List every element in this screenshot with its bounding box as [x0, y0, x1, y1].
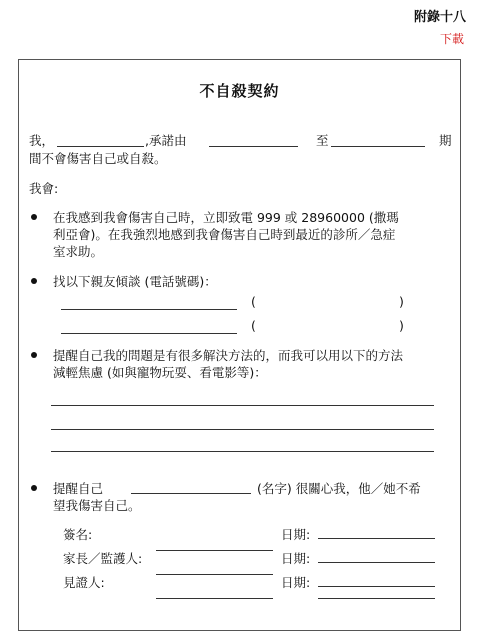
contract-form [18, 59, 461, 631]
item4-line2: 望我傷害自己。 [53, 498, 141, 513]
intro-promise: ,承諾由 [145, 133, 187, 148]
intro-me: 我， [29, 133, 55, 148]
item1-line3: 室求助。 [53, 244, 104, 259]
paren-close: ) [399, 294, 404, 309]
method-field-2[interactable] [51, 429, 434, 430]
witness-signature-field[interactable] [156, 574, 273, 575]
item1-line2: 利亞會)。在我強烈地感到我會傷害自己時到最近的診所／急症 [53, 227, 396, 242]
name-field[interactable] [57, 146, 144, 147]
method-field-3[interactable] [51, 451, 434, 452]
paren-open: ( [251, 318, 256, 333]
date-label: 日期: [281, 527, 311, 542]
sign-date-field[interactable] [318, 538, 435, 539]
item3-line2: 減輕焦慮 (如與寵物玩耍、看電影等)： [53, 365, 267, 380]
method-field-1[interactable] [51, 405, 434, 406]
contact-name-field-1[interactable] [61, 309, 237, 310]
item2-line1: 找以下親友傾談 (電話號碼)： [53, 274, 217, 289]
bullet-icon [31, 214, 37, 220]
paren-open: ( [251, 294, 256, 309]
bullet-icon [31, 485, 37, 491]
parent-label: 家長／監護人: [63, 551, 143, 566]
download-link[interactable]: 下載 [439, 32, 464, 46]
date-label: 日期: [281, 575, 311, 590]
parent-date-field[interactable] [318, 562, 435, 563]
bullet-icon [31, 278, 37, 284]
item4-text-a: 提醒自己 [53, 481, 104, 496]
parent-signature-field[interactable] [156, 550, 273, 551]
item1-line1: 在我感到我會傷害自己時，立即致電 999 或 28960000 (撒瑪 [53, 210, 399, 225]
contract-title: 不自殺契約 [199, 82, 280, 100]
end-date-field[interactable] [331, 146, 425, 147]
bullet-icon [31, 352, 37, 358]
witness-extra-date-line[interactable] [318, 598, 435, 599]
sign-label: 簽名: [63, 527, 93, 542]
intro-line2: 間不會傷害自己或自殺。 [29, 151, 167, 166]
item4-text-b: (名字) 很關心我，他／她不希 [257, 481, 421, 496]
witness-extra-line[interactable] [156, 598, 273, 599]
witness-date-field[interactable] [318, 586, 435, 587]
intro-to: 至 [316, 133, 329, 148]
intro-period: 期 [439, 133, 452, 148]
appendix-label: 附錄十八 [413, 10, 466, 25]
i-will-label: 我會: [29, 181, 59, 196]
witness-label: 見證人: [63, 575, 105, 590]
paren-close: ) [399, 318, 404, 333]
date-label: 日期: [281, 551, 311, 566]
carer-name-field[interactable] [131, 493, 251, 494]
contact-name-field-2[interactable] [61, 333, 237, 334]
start-date-field[interactable] [209, 146, 298, 147]
item3-line1: 提醒自己我的問題是有很多解決方法的，而我可以用以下的方法 [53, 348, 404, 363]
